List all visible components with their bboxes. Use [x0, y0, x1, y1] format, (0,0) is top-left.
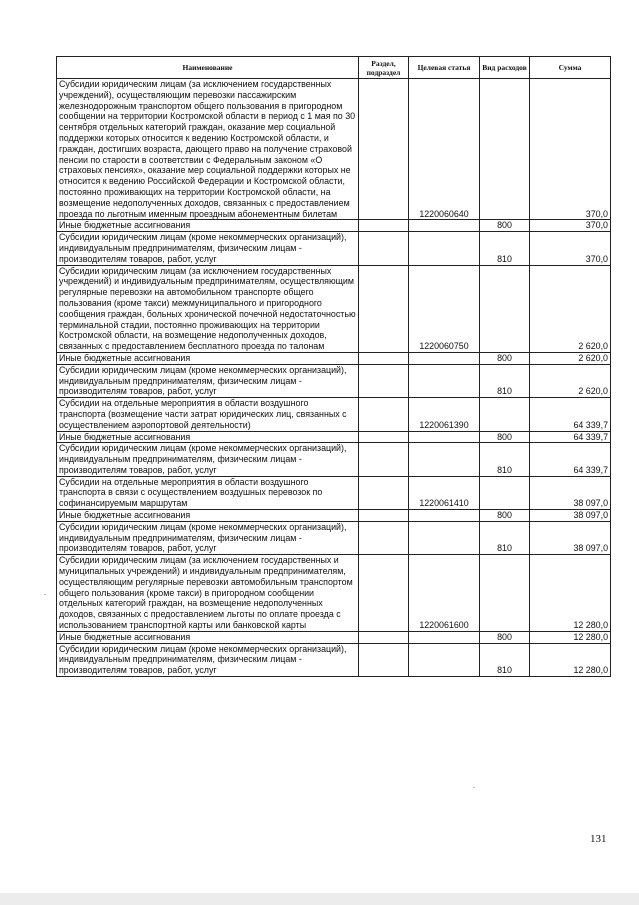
row-name: Субсидии юридическим лицам (кроме некоммерческих организаций), индивидуальным предпринимателям, физическим лицам - производителям товаров, работ, услуг [57, 643, 359, 676]
row-amount: 370,0 [530, 79, 611, 220]
header-expense-type: Вид расходов [480, 57, 530, 79]
row-target [409, 443, 480, 476]
row-amount: 64 339,7 [530, 398, 611, 431]
row-target [409, 631, 480, 643]
row-section [359, 510, 409, 522]
row-amount: 64 339,7 [530, 443, 611, 476]
row-amount: 12 280,0 [530, 643, 611, 676]
row-expense-type [480, 265, 530, 352]
row-name: Субсидии юридическим лицам (кроме некоммерческих организаций), индивидуальным предпринимателям, физическим лицам - производителям товаров, работ, услуг [57, 232, 359, 265]
scan-speck [473, 787, 475, 788]
row-name: Иные бюджетные ассигнования [57, 631, 359, 643]
header-target: Целевая статья [409, 57, 480, 79]
row-expense-type [480, 79, 530, 220]
row-name: Субсидии юридическим лицам (за исключением государственных и муниципальных учреждений) и индивидуальным предпринимателям, осуществляющим регулярные перевозки автомобильным транспортом общего пользования (кроме такси) в пригородном сообщении отдельных категорий граждан, на возмещение недополученных доходов, связанных с предоставлением льготы по оплате проезда с использованием транспортной карты или банковской карты [57, 555, 359, 632]
header-section: Раздел, подраздел [359, 57, 409, 79]
row-section [359, 79, 409, 220]
table-row [57, 352, 611, 364]
header-name: Наименование [57, 57, 359, 79]
table-row [57, 431, 611, 443]
row-target [409, 521, 480, 554]
table-row [57, 555, 611, 632]
row-target [409, 510, 480, 522]
row-expense-type: 810 [480, 443, 530, 476]
row-expense-type: 800 [480, 631, 530, 643]
row-name: Субсидии на отдельные мероприятия в области воздушного транспорта (возмещение части затрат юридических лиц, связанных с осуществлением аэропортовой деятельности) [57, 398, 359, 431]
header-amount: Сумма [530, 57, 611, 79]
row-name: Субсидии юридическим лицам (кроме некоммерческих организаций), индивидуальным предпринимателям, физическим лицам - производителям товаров, работ, услуг [57, 521, 359, 554]
row-section [359, 220, 409, 232]
row-section [359, 431, 409, 443]
row-name: Субсидии юридическим лицам (за исключением государственных учреждений), осуществляющим перевозки пассажирским железнодорожным транспортом общего пользования в пригородном сообщении на территории Костромской области в период с 1 мая по 30 сентября отдельных категорий граждан, оказание мер социальной поддержки которых относится к ведению Костромской области, и граждан, достигших возраста, дающего право на получение страховой пенсии по старости в соответствии с Федеральным законом «О страховых пенсиях», оказание мер социальной поддержки которых не относится к ведению Российской Федерации и Костромской области, постоянно проживающих на территории Костромской области, на возмещение недополученных доходов, связанных с предоставлением проезда по льготным именным проездным абонементным билетам [57, 79, 359, 220]
row-amount: 12 280,0 [530, 631, 611, 643]
row-amount: 2 620,0 [530, 352, 611, 364]
row-name: Субсидии юридическим лицам (за исключением государственных учреждений) и индивидуальным предпринимателям, осуществляющим регулярные перевозки на автомобильном транспорте общего пользования (кроме такси) межмуниципального и пригородного сообщения граждан, больных хронической почечной недостаточностью терминальной стадии, постоянно проживающих на территории Костромской области, на возмещение недополученных доходов, связанных с предоставлением бесплатного проезда по талонам [57, 265, 359, 352]
row-target: 1220060750 [409, 265, 480, 352]
row-target [409, 352, 480, 364]
row-amount: 38 097,0 [530, 521, 611, 554]
row-expense-type: 800 [480, 510, 530, 522]
table-row [57, 265, 611, 352]
row-section [359, 555, 409, 632]
row-target [409, 364, 480, 397]
row-amount: 2 620,0 [530, 364, 611, 397]
row-target [409, 232, 480, 265]
row-target [409, 431, 480, 443]
row-amount: 12 280,0 [530, 555, 611, 632]
row-amount: 64 339,7 [530, 431, 611, 443]
row-name: Иные бюджетные ассигнования [57, 510, 359, 522]
row-section [359, 476, 409, 509]
row-section [359, 521, 409, 554]
row-expense-type [480, 555, 530, 632]
row-expense-type [480, 398, 530, 431]
row-section [359, 443, 409, 476]
table-row [57, 510, 611, 522]
table-row [57, 631, 611, 643]
row-target [409, 643, 480, 676]
table-row [57, 476, 611, 509]
table-row [57, 79, 611, 220]
row-amount: 38 097,0 [530, 510, 611, 522]
row-name: Иные бюджетные ассигнования [57, 220, 359, 232]
row-expense-type: 800 [480, 220, 530, 232]
page-number: 131 [590, 833, 607, 845]
table-body [57, 79, 611, 677]
table-row [57, 398, 611, 431]
row-target: 1220060640 [409, 79, 480, 220]
row-expense-type [480, 476, 530, 509]
row-expense-type: 810 [480, 364, 530, 397]
row-expense-type: 810 [480, 232, 530, 265]
row-target: 1220061410 [409, 476, 480, 509]
row-amount: 2 620,0 [530, 265, 611, 352]
scan-speck [44, 594, 46, 595]
row-amount: 38 097,0 [530, 476, 611, 509]
budget-table [56, 56, 611, 677]
row-expense-type: 800 [480, 352, 530, 364]
row-section [359, 643, 409, 676]
row-section [359, 265, 409, 352]
row-name: Субсидии юридическим лицам (кроме некоммерческих организаций), индивидуальным предпринимателям, физическим лицам - производителям товаров, работ, услуг [57, 443, 359, 476]
row-amount: 370,0 [530, 232, 611, 265]
table-row [57, 232, 611, 265]
row-section [359, 364, 409, 397]
row-section [359, 232, 409, 265]
row-name: Субсидии на отдельные мероприятия в области воздушного транспорта в связи с осуществлением воздушных перевозок по софинансируемым маршрутам [57, 476, 359, 509]
row-expense-type: 800 [480, 431, 530, 443]
table-row [57, 220, 611, 232]
row-name: Субсидии юридическим лицам (кроме некоммерческих организаций), индивидуальным предпринимателям, физическим лицам - производителям товаров, работ, услуг [57, 364, 359, 397]
row-target: 1220061390 [409, 398, 480, 431]
scan-bottom-edge [0, 893, 639, 905]
table-row [57, 443, 611, 476]
row-amount: 370,0 [530, 220, 611, 232]
row-section [359, 352, 409, 364]
row-expense-type: 810 [480, 521, 530, 554]
row-section [359, 398, 409, 431]
table-row [57, 364, 611, 397]
row-section [359, 631, 409, 643]
row-name: Иные бюджетные ассигнования [57, 352, 359, 364]
table-header-row [57, 57, 611, 79]
row-expense-type: 810 [480, 643, 530, 676]
row-target [409, 220, 480, 232]
row-target: 1220061600 [409, 555, 480, 632]
table-row [57, 521, 611, 554]
table-row [57, 643, 611, 676]
row-name: Иные бюджетные ассигнования [57, 431, 359, 443]
